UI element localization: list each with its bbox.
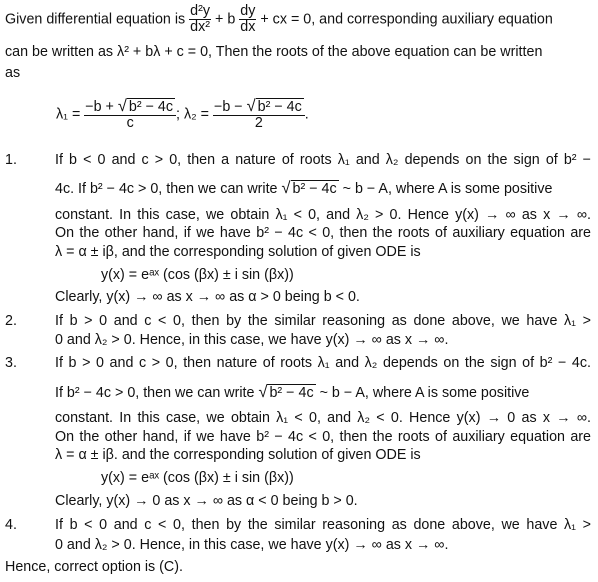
line-text: 4c. If b² − 4c > 0, then we can write xyxy=(55,181,278,197)
case-1-solution: y(x) = eᵃˣ (cos (βx) ± i sin (βx)) xyxy=(101,267,294,283)
lambda2-label: λ₂ = xyxy=(184,106,210,123)
numerator-text: −b − xyxy=(214,99,243,115)
line-text: If b² − 4c > 0, then we can write xyxy=(55,385,255,401)
case-1-line-2 xyxy=(55,180,552,196)
intro-line-2: can be written as λ² + bλ + c = 0, Then the roots of the above equation can be written xyxy=(5,44,543,60)
first-derivative-fraction xyxy=(239,4,256,35)
fraction-denominator: c xyxy=(126,115,134,132)
case-4-line-1: If b < 0 and c < 0, then by the similar reasoning as done above, we have λ₁ > xyxy=(55,517,591,533)
fraction-numerator xyxy=(213,98,305,116)
fraction-denominator: 2 xyxy=(254,115,263,132)
sqrt-argument: b² − 4c xyxy=(128,99,174,115)
case-1-line-1: If b < 0 and c > 0, then a nature of roots λ₁ and λ₂ depends on the sign of b² − xyxy=(55,152,591,168)
case-number: 3. xyxy=(5,355,17,371)
case-1-line-3: constant. In this case, we obtain λ₁ < 0, and λ₂ > 0. Hence y(x) → ∞ as x → ∞. xyxy=(55,207,591,223)
sqrt-symbol: √ xyxy=(246,97,256,115)
numerator-text: −b + xyxy=(85,99,114,115)
case-4-line-2: 0 and λ₂ > 0. Hence, in this case, we have y(x) → ∞ as x → ∞. xyxy=(55,537,449,553)
case-2-line-2: 0 and λ₂ > 0. Hence, in this case, we have y(x) → ∞ as x → ∞. xyxy=(55,332,449,348)
sqrt-argument: b² − 4c xyxy=(257,99,302,115)
intro-text: + cx = 0, and corresponding auxiliary equation xyxy=(260,11,553,28)
fraction-denominator: dx² xyxy=(190,19,211,35)
period: . xyxy=(304,106,309,123)
case-1-line-7: Clearly, y(x) → ∞ as x → ∞ as α > 0 being b < 0. xyxy=(55,289,360,305)
line-text: ~ b − A, where A is some positive xyxy=(319,385,530,401)
case-1-line-5: λ = α ± iβ, and the corresponding solution of given ODE is xyxy=(55,244,421,260)
case-number: 2. xyxy=(5,313,17,329)
sqrt-symbol: √ xyxy=(117,97,127,115)
case-3-line-1: If b > 0 and c > 0, then nature of roots λ₁ and λ₂ depends on the sign of b² − 4c. xyxy=(55,355,591,371)
case-number: 1. xyxy=(5,152,17,168)
sqrt-symbol: √ xyxy=(258,383,268,401)
case-3-line-2 xyxy=(55,384,529,400)
lambda1-fraction xyxy=(84,98,176,131)
roots-formula xyxy=(56,98,309,131)
case-1-line-4: On the other hand, if we have b² − 4c < 0, then the roots of auxiliary equation are xyxy=(55,225,591,241)
lambda2-fraction xyxy=(213,98,305,131)
sqrt-argument: b² − 4c xyxy=(292,181,337,197)
case-3-line-5: λ = α ± iβ. and the corresponding solution of given ODE is xyxy=(55,447,421,463)
case-3-line-7: Clearly, y(x) → 0 as x → ∞ as α < 0 being b > 0. xyxy=(55,493,358,509)
sqrt-symbol: √ xyxy=(281,179,291,197)
case-3-solution: y(x) = eᵃˣ (cos (βx) ± i sin (βx)) xyxy=(101,470,294,486)
second-derivative-fraction xyxy=(189,4,211,35)
fraction-numerator: d²y xyxy=(190,3,211,19)
case-3-line-3: constant. In this case, we obtain λ₁ < 0, and λ₂ < 0. Hence y(x) → 0 as x → ∞. xyxy=(55,410,591,426)
fraction-numerator: dy xyxy=(240,3,256,19)
sqrt-argument: b² − 4c xyxy=(269,385,314,401)
separator: ; xyxy=(176,106,181,123)
conclusion: Hence, correct option is (C). xyxy=(5,559,183,575)
fraction-denominator: dx xyxy=(240,19,256,35)
intro-line-1 xyxy=(5,4,553,35)
case-number: 4. xyxy=(5,517,17,533)
fraction-numerator xyxy=(84,98,176,116)
case-2-line-1: If b > 0 and c < 0, then by the similar reasoning as done above, we have λ₁ > xyxy=(55,313,591,329)
intro-text: + b xyxy=(215,11,236,28)
intro-line-3: as xyxy=(5,65,21,81)
intro-text: Given differential equation is xyxy=(5,11,186,28)
case-3-line-4: On the other hand, if we have b² − 4c < 0, then the roots of auxiliary equation are xyxy=(55,429,591,445)
lambda1-label: λ₁ = xyxy=(56,106,81,123)
line-text: ~ b − A, where A is some positive xyxy=(342,181,553,197)
